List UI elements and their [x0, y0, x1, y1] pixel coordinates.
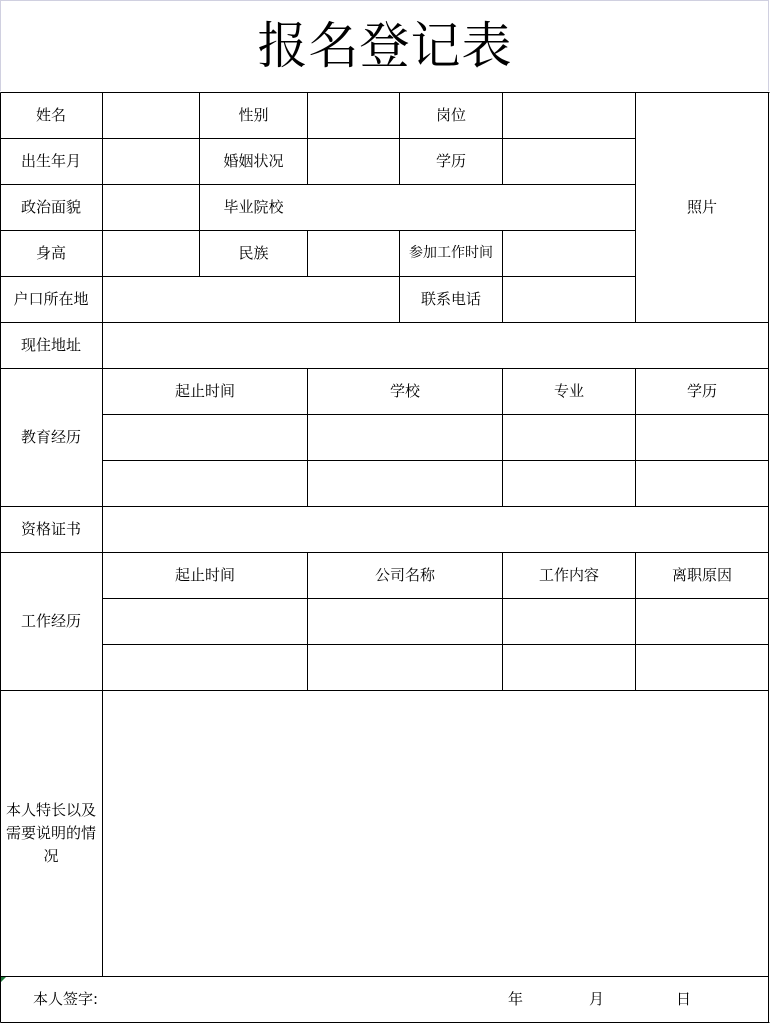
work-header-reason: 离职原因	[671, 566, 732, 584]
edu-header-degree: 学历	[686, 382, 717, 400]
signature-input[interactable]	[110, 980, 500, 1020]
edu-row-2-period[interactable]	[103, 461, 307, 506]
cell-corner-marker	[1, 977, 6, 982]
birth-input[interactable]	[103, 139, 199, 184]
label-height: 身高	[35, 244, 66, 262]
label-hukou: 户口所在地	[13, 290, 89, 308]
address-input[interactable]	[103, 323, 768, 368]
label-birth: 出生年月	[20, 152, 81, 170]
signature-label: 本人签字:	[33, 990, 99, 1008]
edu-header-major: 专业	[553, 382, 584, 400]
work-row-1-reason[interactable]	[636, 599, 768, 644]
edu-row-1-school[interactable]	[308, 415, 502, 460]
hukou-input[interactable]	[103, 277, 399, 322]
label-education-level: 学历	[435, 152, 466, 170]
work-row-1-period[interactable]	[103, 599, 307, 644]
edu-header-period: 起止时间	[174, 382, 235, 400]
edu-row-1-major[interactable]	[503, 415, 635, 460]
ethnicity-input[interactable]	[308, 231, 399, 276]
work-row-2-content[interactable]	[503, 645, 635, 690]
position-input[interactable]	[503, 93, 635, 138]
date-day-label: 日	[676, 990, 692, 1008]
label-address: 现住地址	[20, 336, 81, 354]
gender-input[interactable]	[308, 93, 399, 138]
label-name: 姓名	[35, 106, 66, 124]
label-specialties: 本人特长以及需要说明的情况	[5, 801, 96, 865]
work-row-2-company[interactable]	[308, 645, 502, 690]
work-header-company: 公司名称	[374, 566, 435, 584]
label-political: 政治面貌	[20, 198, 81, 216]
work-header-content: 工作内容	[538, 566, 599, 584]
work-header-period: 起止时间	[174, 566, 235, 584]
label-graduate-school: 毕业院校	[223, 198, 284, 216]
label-education-history: 教育经历	[20, 428, 81, 446]
label-phone: 联系电话	[420, 290, 481, 308]
label-position: 岗位	[435, 106, 466, 124]
label-photo[interactable]: 照片	[686, 198, 717, 216]
marital-input[interactable]	[308, 139, 399, 184]
label-ethnicity: 民族	[238, 244, 269, 262]
form-title: 报名登记表	[257, 17, 513, 75]
label-work-history: 工作经历	[20, 612, 81, 630]
date-year-label: 年	[508, 990, 524, 1008]
phone-input[interactable]	[503, 277, 635, 322]
specialties-input[interactable]	[103, 691, 768, 976]
work-row-2-period[interactable]	[103, 645, 307, 690]
work-start-input[interactable]	[503, 231, 635, 276]
certificates-input[interactable]	[103, 507, 768, 552]
political-input[interactable]	[103, 185, 199, 230]
label-marital: 婚姻状况	[223, 152, 284, 170]
date-month-label: 月	[589, 990, 605, 1008]
height-input[interactable]	[103, 231, 199, 276]
edu-row-2-degree[interactable]	[636, 461, 768, 506]
edu-row-1-degree[interactable]	[636, 415, 768, 460]
education-level-input[interactable]	[503, 139, 635, 184]
edu-row-1-period[interactable]	[103, 415, 307, 460]
work-row-1-company[interactable]	[308, 599, 502, 644]
edu-row-2-school[interactable]	[308, 461, 502, 506]
label-gender: 性别	[238, 106, 269, 124]
graduate-school-input[interactable]	[308, 185, 635, 230]
work-row-2-reason[interactable]	[636, 645, 768, 690]
label-work-start: 参加工作时间	[409, 245, 493, 261]
edu-row-2-major[interactable]	[503, 461, 635, 506]
label-certificates: 资格证书	[20, 520, 81, 538]
name-input[interactable]	[103, 93, 199, 138]
edu-header-school: 学校	[389, 382, 420, 400]
work-row-1-content[interactable]	[503, 599, 635, 644]
